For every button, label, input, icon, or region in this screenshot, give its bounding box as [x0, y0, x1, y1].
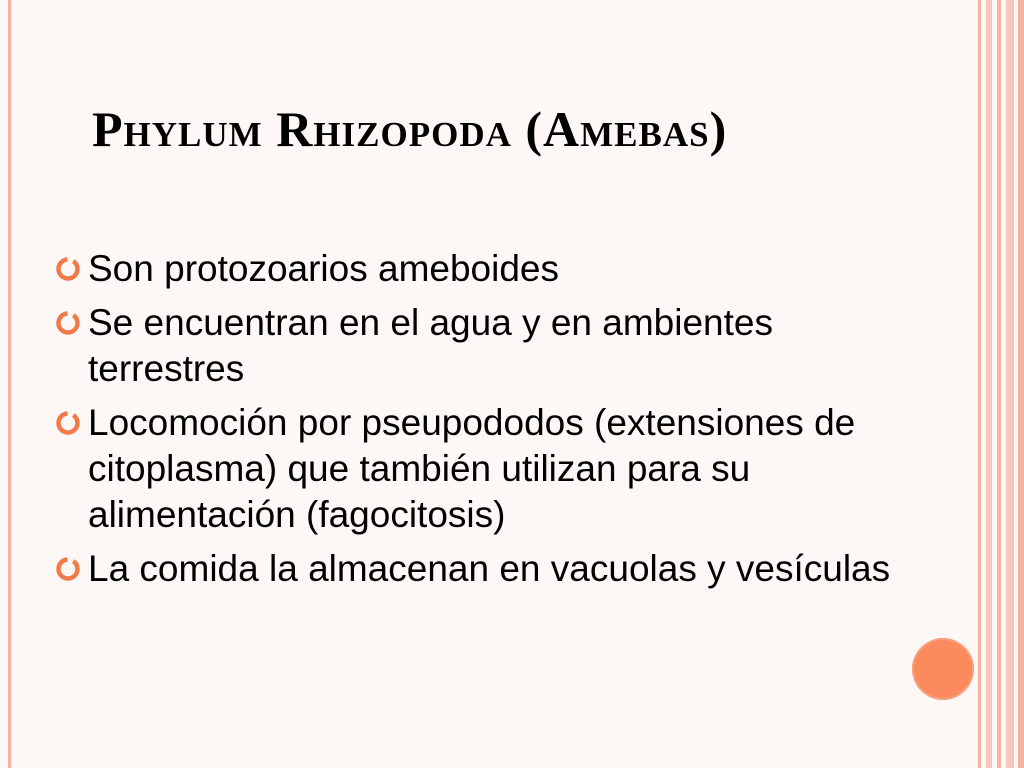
bullet-text: Se encuentran en el agua y en ambientes terrestres: [88, 302, 773, 389]
right-stripe: [997, 0, 1001, 768]
right-stripe: [1018, 0, 1024, 768]
bullet-text: Locomoción por pseupododos (extensiones de citoplasma) que también utilizan para su alimentación (fagocitosis): [88, 402, 856, 535]
ring-bullet-icon: [54, 555, 82, 583]
bullet-item: [54, 300, 894, 392]
ring-bullet-icon: [54, 309, 82, 337]
right-stripe: [986, 0, 992, 768]
right-stripe: [1006, 0, 1014, 768]
bullet-item: [54, 546, 894, 592]
bullet-list: [54, 246, 894, 600]
decorative-circle: [912, 638, 974, 700]
bullet-item: [54, 246, 894, 292]
bullet-text: Son protozoarios ameboides: [88, 248, 560, 289]
ring-bullet-icon: [54, 409, 82, 437]
left-border-line: [8, 0, 11, 768]
right-stripe: [978, 0, 981, 768]
bullet-text: La comida la almacenan en vacuolas y vesículas: [88, 548, 891, 589]
ring-bullet-icon: [54, 255, 82, 283]
slide-title: Phylum Rhizopoda (Amebas): [92, 101, 728, 157]
bullet-item: [54, 400, 894, 538]
